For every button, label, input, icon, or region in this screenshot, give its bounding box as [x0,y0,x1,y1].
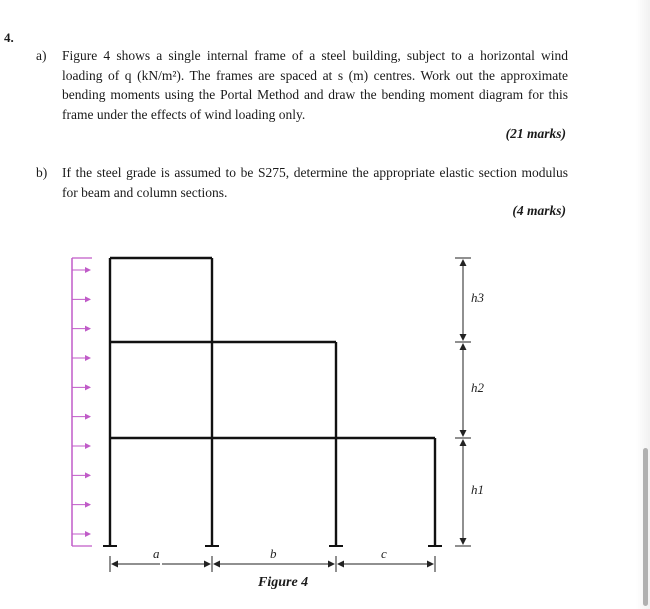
dim-label-b: b [270,546,277,561]
vertical-dimensions [455,258,471,546]
dim-label-a: a [153,546,160,561]
part-b-label: b) [36,165,48,180]
part-a-marks: (21 marks) [505,126,566,141]
part-a-text: Figure 4 shows a single internal frame of a steel building, subject to a horizontal wind loading of q (kN/m²). The frames are spaced at s (m) centres. Work out the approximate bending moments using the Portal Method and draw the bending moment diagram for this frame under the effects of wind loading only. [62,48,568,122]
height-labels [469,287,489,497]
figure-caption: Figure 4 [258,575,309,590]
steel-frame [110,258,435,546]
dim-label-h1: h1 [471,482,484,497]
wind-load [72,258,92,546]
part-b-marks: (4 marks) [512,203,566,218]
dim-label-h3: h3 [471,290,484,305]
dim-label-h2: h2 [471,380,484,395]
dim-label-c: c [381,546,387,561]
part-b-text: If the steel grade is assumed to be S275, determine the appropriate elastic section modulus for beam and column sections. [62,165,568,200]
question-number: 4. [4,30,14,45]
part-a-label: a) [36,48,47,63]
